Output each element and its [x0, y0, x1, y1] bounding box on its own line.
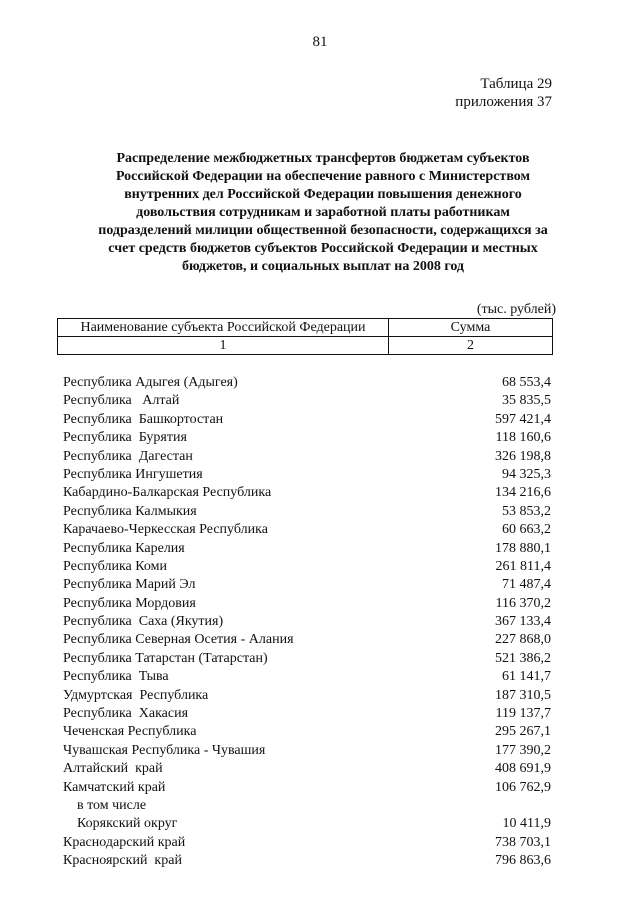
table-row — [63, 484, 551, 502]
amount-value: 408 691,9 — [495, 761, 551, 777]
amount-value: 68 553,4 — [502, 375, 551, 390]
table-row — [63, 576, 551, 594]
region-name: Республика Северная Осетия - Алания — [63, 632, 294, 648]
header-col-number-1: 1 — [58, 337, 389, 355]
amount-value: 10 411,9 — [502, 816, 551, 832]
amount-value: 521 386,2 — [495, 650, 551, 666]
region-name: Камчатский край — [63, 779, 166, 795]
region-name: Республика Дагестан — [63, 448, 193, 464]
region-name: Республика Бурятия — [63, 430, 187, 446]
amount-value: 118 160,6 — [495, 430, 551, 446]
table-number: Таблица 29 — [480, 76, 552, 92]
region-name: Чеченская Республика — [63, 724, 197, 740]
region-name: Республика Татарстан (Татарстан) — [63, 650, 268, 666]
header-col-number-2: 2 — [389, 337, 553, 355]
amount-value: 61 141,7 — [502, 669, 551, 685]
table-row — [63, 448, 551, 466]
table-row — [63, 705, 551, 723]
units-label: (тыс. рублей) — [476, 302, 556, 317]
table-row — [63, 815, 551, 833]
amount-value: 53 853,2 — [502, 503, 551, 519]
table-reference — [455, 75, 552, 111]
table-body — [63, 374, 551, 871]
region-name: Корякский округ — [63, 816, 178, 832]
amount-value: 71 487,4 — [502, 577, 551, 593]
table-row — [63, 595, 551, 613]
table-row — [63, 521, 551, 539]
region-name: Чувашская Республика - Чувашия — [63, 742, 266, 758]
region-name: Кабардино-Балкарская Республика — [63, 485, 272, 501]
amount-value: 295 267,1 — [495, 724, 551, 740]
table-row — [63, 558, 551, 576]
region-name: Республика Мордовия — [63, 595, 196, 611]
table-row — [63, 687, 551, 705]
amount-value: 94 325,3 — [502, 466, 551, 482]
amount-value: 106 762,9 — [495, 779, 551, 795]
region-name: Республика Марий Эл — [63, 577, 196, 593]
table-row — [63, 411, 551, 429]
amount-value: 597 421,4 — [495, 411, 551, 427]
table-row — [63, 503, 551, 521]
header-col-sum: Сумма — [389, 319, 553, 337]
amount-value: 134 216,6 — [495, 485, 551, 501]
table-row — [63, 650, 551, 668]
table-row — [63, 852, 551, 870]
region-name: Республика Тыва — [63, 669, 169, 685]
table-row — [63, 540, 551, 558]
amount-value: 35 835,5 — [502, 393, 551, 409]
table-row — [63, 466, 551, 484]
amount-value: 187 310,5 — [495, 687, 551, 703]
appendix-number: приложения 37 — [455, 94, 552, 110]
table-row — [63, 374, 551, 392]
region-name: Удмуртская Республика — [63, 687, 209, 703]
table-row — [63, 668, 551, 686]
region-name: Республика Адыгея (Адыгея) — [63, 375, 238, 390]
table-row — [63, 631, 551, 649]
region-name: в том числе — [63, 797, 147, 813]
region-name: Республика Хакасия — [63, 706, 189, 722]
region-name: Красноярский край — [63, 853, 182, 869]
table-row — [63, 779, 551, 797]
amount-value: 738 703,1 — [495, 834, 551, 850]
amount-value: 261 811,4 — [495, 558, 551, 574]
amount-value: 326 198,8 — [495, 448, 551, 464]
region-name: Республика Алтай — [63, 393, 180, 409]
amount-value: 227 868,0 — [495, 632, 551, 648]
amount-value: 116 370,2 — [495, 595, 551, 611]
region-name: Карачаево-Черкесская Республика — [63, 522, 268, 538]
table-row — [63, 742, 551, 760]
table-row — [63, 797, 551, 815]
table-header — [57, 318, 553, 355]
amount-value: 367 133,4 — [495, 614, 551, 630]
amount-value: 60 663,2 — [502, 522, 551, 538]
table-row — [63, 834, 551, 852]
region-name: Республика Ингушетия — [63, 466, 203, 482]
region-name: Республика Коми — [63, 558, 167, 574]
region-name: Республика Калмыкия — [63, 503, 197, 519]
region-name: Республика Карелия — [63, 540, 185, 556]
table-row — [63, 760, 551, 778]
page-number: 81 — [312, 34, 328, 50]
region-name: Краснодарский край — [63, 834, 186, 850]
header-col-name: Наименование субъекта Российской Федерации — [58, 319, 389, 337]
table-row — [63, 429, 551, 447]
table-row — [63, 392, 551, 410]
document-title: Распределение межбюджетных трансфертов бюджетам субъектов Российской Федерации на обеспечение равного с Министерством внутренних дел Российской Федерации повышения денежного довольствия сотрудникам и заработной платы работникам подразделений милиции общественной безопасности, содержащихся за счет средств бюджетов субъектов Российской Федерации и местных бюджетов, и социальных выплат на 2008 год — [98, 151, 548, 274]
table-row — [63, 613, 551, 631]
amount-value: 796 863,6 — [495, 853, 551, 869]
region-name: Алтайский край — [63, 761, 163, 777]
region-name: Республика Саха (Якутия) — [63, 614, 224, 630]
amount-value: 177 390,2 — [495, 742, 551, 758]
amount-value: 119 137,7 — [495, 706, 551, 722]
table-row — [63, 723, 551, 741]
amount-value: 178 880,1 — [495, 540, 551, 556]
region-name: Республика Башкортостан — [63, 411, 224, 427]
